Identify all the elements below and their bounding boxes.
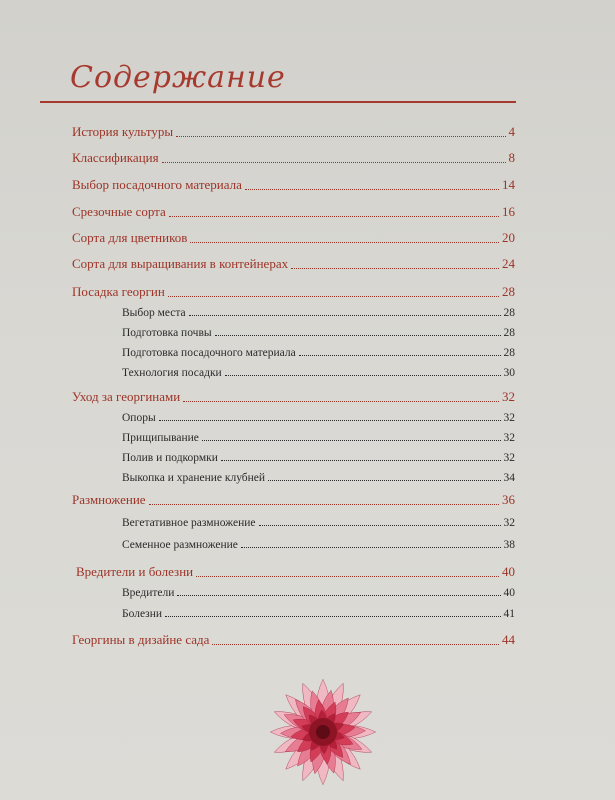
dot-leader xyxy=(168,296,499,297)
toc-page-number: 38 xyxy=(503,539,515,551)
toc-entry-label: Прищипывание xyxy=(122,432,199,444)
toc-section-entry xyxy=(122,539,515,551)
dot-leader xyxy=(162,162,506,163)
toc-section-entry xyxy=(122,347,515,359)
toc-chapter-entry xyxy=(72,632,515,648)
toc-chapter-entry xyxy=(72,124,515,140)
toc-page-number: 40 xyxy=(502,564,515,579)
toc-entry-label: Классификация xyxy=(72,150,159,165)
toc-page-number: 28 xyxy=(503,307,515,319)
page-title: Содержание xyxy=(70,60,286,95)
toc-entry-label: Семенное размножение xyxy=(122,539,238,551)
dot-leader xyxy=(190,242,499,243)
dot-leader xyxy=(196,576,499,577)
toc-page-number: 30 xyxy=(503,367,515,379)
toc-entry-label: Вредители xyxy=(122,587,175,599)
toc-page-number: 24 xyxy=(502,256,515,271)
dot-leader xyxy=(245,189,499,190)
toc-section-entry xyxy=(122,517,515,529)
toc-entry-label: Вредители и болезни xyxy=(76,564,194,579)
toc-page-number: 4 xyxy=(508,124,515,139)
toc-page-number: 14 xyxy=(502,177,515,192)
dot-leader xyxy=(221,460,501,461)
dot-leader xyxy=(176,136,505,137)
toc-entry-label: Полив и подкормки xyxy=(122,452,218,464)
toc-section-entry xyxy=(122,432,515,444)
toc-page-number: 28 xyxy=(503,327,515,339)
toc-entry-label: Сорта для цветников xyxy=(72,230,188,245)
toc-chapter-entry xyxy=(72,389,515,405)
toc-entry-label: Вегетативное размножение xyxy=(122,517,256,529)
toc-chapter-entry xyxy=(72,150,515,166)
toc-chapter-entry xyxy=(72,204,515,220)
toc-entry-label: Уход за георгинами xyxy=(72,389,181,404)
toc-section-entry xyxy=(122,307,515,319)
toc-chapter-entry xyxy=(72,230,515,246)
toc-section-entry xyxy=(122,412,515,424)
toc-entry-label: Технология посадки xyxy=(122,367,222,379)
dot-leader xyxy=(165,616,500,617)
toc-entry-label: Сорта для выращивания в контейнерах xyxy=(72,256,289,271)
toc-chapter-entry xyxy=(76,564,515,580)
dot-leader xyxy=(169,216,499,217)
toc-section-entry xyxy=(122,608,515,620)
toc-chapter-entry xyxy=(72,284,515,300)
toc-entry-label: Посадка георгин xyxy=(72,284,165,299)
toc-page-number: 44 xyxy=(502,632,515,647)
toc-page-number: 32 xyxy=(503,432,515,444)
toc-page-number: 32 xyxy=(503,412,515,424)
dot-leader xyxy=(259,525,501,526)
toc-page-number: 32 xyxy=(503,517,515,529)
toc-entry-label: Подготовка почвы xyxy=(122,327,212,339)
dot-leader xyxy=(241,547,501,548)
toc-section-entry xyxy=(122,587,515,599)
dot-leader xyxy=(225,375,501,376)
toc-page-number: 40 xyxy=(503,587,515,599)
toc-entry-label: Срезочные сорта xyxy=(72,204,166,219)
toc-entry-label: Выбор посадочного материала xyxy=(72,177,242,192)
dot-leader xyxy=(189,315,501,316)
toc-entry-label: Георгины в дизайне сада xyxy=(72,632,210,647)
dot-leader xyxy=(212,644,499,645)
toc-entry-label: История культуры xyxy=(72,124,174,139)
toc-entry-label: Болезни xyxy=(122,608,163,620)
toc-page-number: 34 xyxy=(503,472,515,484)
dahlia-illustration xyxy=(238,660,408,800)
toc-chapter-entry xyxy=(72,492,515,508)
dot-leader xyxy=(291,268,499,269)
dot-leader xyxy=(299,355,501,356)
toc-page-number: 32 xyxy=(502,389,515,404)
toc-chapter-entry xyxy=(72,177,515,193)
toc-page-number: 36 xyxy=(502,492,515,507)
toc-entry-label: Опоры xyxy=(122,412,156,424)
toc-page-number: 8 xyxy=(508,150,515,165)
toc-section-entry xyxy=(122,367,515,379)
toc-section-entry xyxy=(122,452,515,464)
toc-page-number: 28 xyxy=(502,284,515,299)
toc-entry-label: Выкопка и хранение клубней xyxy=(122,472,266,484)
toc-page-number: 20 xyxy=(502,230,515,245)
toc-section-entry xyxy=(122,327,515,339)
toc-chapter-entry xyxy=(72,256,515,272)
toc-entry-label: Размножение xyxy=(72,492,146,507)
dot-leader xyxy=(268,480,500,481)
dot-leader xyxy=(202,440,501,441)
toc-page-number: 41 xyxy=(503,608,515,620)
dot-leader xyxy=(149,504,499,505)
toc-page-number: 16 xyxy=(502,204,515,219)
dot-leader xyxy=(183,401,499,402)
toc-section-entry xyxy=(122,472,515,484)
toc-page-number: 28 xyxy=(503,347,515,359)
dot-leader xyxy=(159,420,501,421)
toc-entry-label: Подготовка посадочного материала xyxy=(122,347,296,359)
toc-entry-label: Выбор места xyxy=(122,307,186,319)
toc-page-number: 32 xyxy=(503,452,515,464)
dot-leader xyxy=(177,595,500,596)
dot-leader xyxy=(215,335,501,336)
